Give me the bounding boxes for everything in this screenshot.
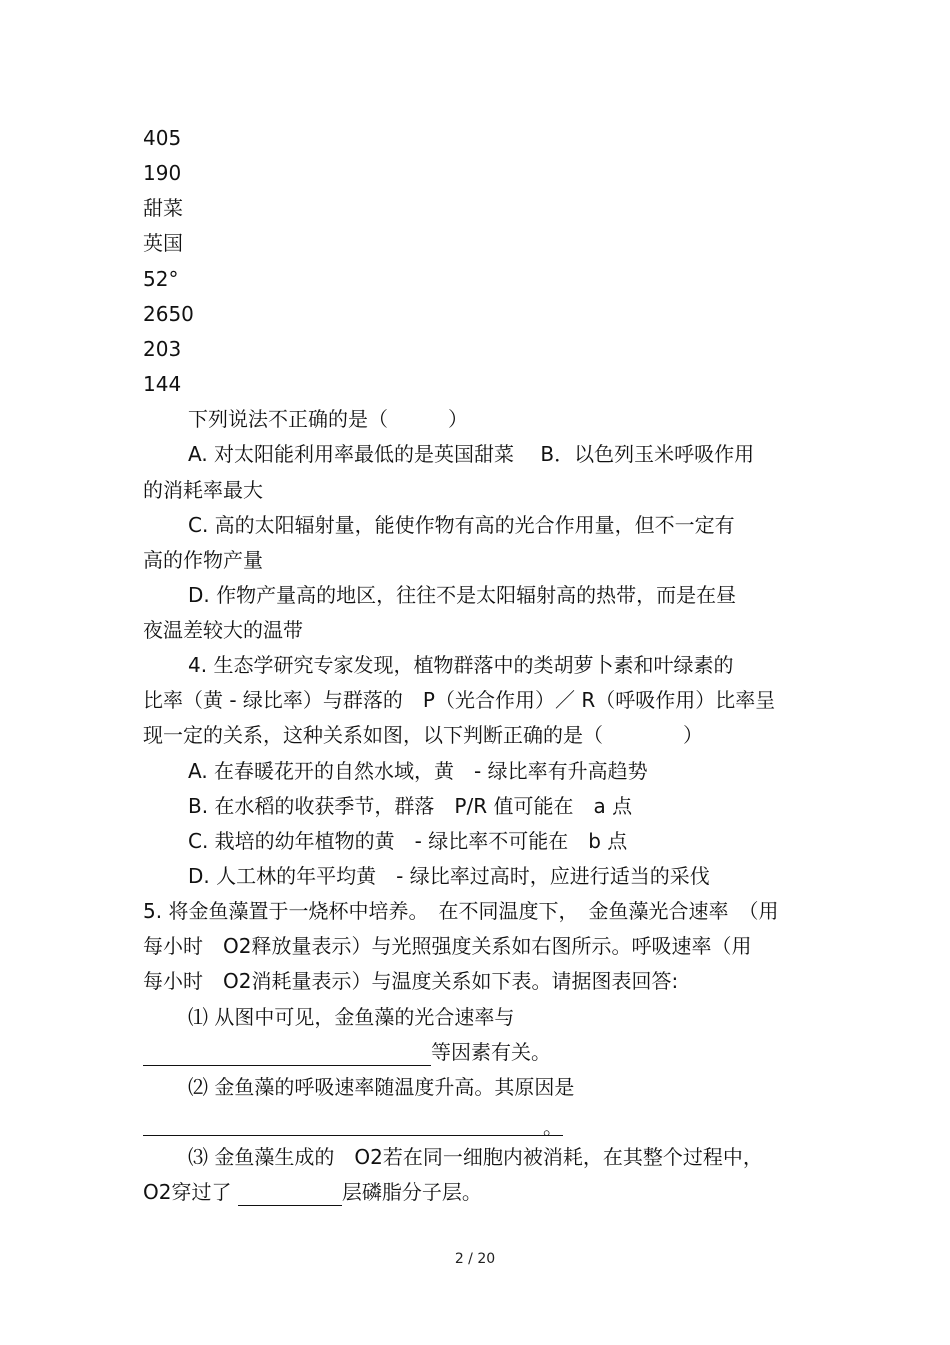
table-value: 2650 (143, 302, 194, 326)
sub-question-1: ⑴ 从图中可见，金鱼藻的光合速率与 (188, 1005, 515, 1029)
sub-question-3-answer-line (143, 1178, 482, 1206)
sub-question-3: ⑶ 金鱼藻生成的 O2若在同一细胞内被消耗，在其整个过程中， (188, 1145, 763, 1169)
table-value: 英国 (143, 231, 183, 255)
sub-question-2: ⑵ 金鱼藻的呼吸速率随温度升高。其原因是 (188, 1075, 575, 1099)
question-stem-continuation: 现一定的关系，这种关系如图，以下判断正确的是（ ） (143, 723, 703, 747)
page-number: 2 / 20 (454, 1251, 496, 1267)
option-continuation: 高的作物产量 (143, 548, 263, 572)
sub-question-3-tail: 层磷脂分子层。 (341, 1180, 482, 1204)
answer-blank[interactable] (143, 1043, 431, 1066)
question-stem-continuation: 每小时 O2消耗量表示）与温度关系如下表。请据图表回答: (143, 969, 679, 993)
option-a: A. 对太阳能利用率最低的是英国甜菜 B．以色列玉米呼吸作用 (188, 442, 755, 466)
table-value: 144 (143, 372, 182, 396)
option-c: C. 高的太阳辐射量，能使作物有高的光合作用量，但不一定有 (188, 513, 735, 537)
option-continuation: 的消耗率最大 (143, 478, 263, 502)
table-value: 190 (143, 161, 182, 185)
table-value: 甜菜 (143, 196, 183, 220)
question-stem-continuation: 每小时 O2释放量表示）与光照强度关系如右图所示。呼吸速率（用 (143, 934, 752, 958)
sub-question-3-head: O2穿过了 (143, 1180, 232, 1204)
option-d: D. 作物产量高的地区，往往不是太阳辐射高的热带，而是在昼 (188, 583, 737, 607)
option-d: D. 人工林的年平均黄 - 绿比率过高时，应进行适当的采伐 (188, 864, 710, 888)
table-value: 203 (143, 337, 182, 361)
question-stem-continuation: 比率（黄 - 绿比率）与群落的 P（光合作用）／ R（呼吸作用）比率呈 (143, 688, 776, 712)
option-c: C. 栽培的幼年植物的黄 - 绿比率不可能在 b 点 (188, 829, 628, 853)
question-stem: 4. 生态学研究专家发现，植物群落中的类胡萝卜素和叶绿素的 (188, 653, 734, 677)
option-b: B. 在水稻的收获季节，群落 P/R 值可能在 a 点 (188, 794, 633, 818)
table-value: 52° (143, 267, 179, 291)
table-value: 405 (143, 126, 182, 150)
option-continuation: 夜温差较大的温带 (143, 618, 303, 642)
sub-question-2-tail: 。 (543, 1115, 563, 1139)
sub-question-1-tail: 等因素有关。 (431, 1040, 551, 1064)
answer-blank[interactable] (238, 1183, 342, 1206)
option-a: A. 在春暖花开的自然水域，黄 - 绿比率有升高趋势 (188, 759, 648, 783)
sub-question-2-answer-line (143, 1108, 563, 1139)
question-stem: 5. 将金鱼藻置于一烧杯中培养。 在不同温度下， 金鱼藻光合速率 （用 (143, 899, 779, 923)
sub-question-1-answer-line (143, 1038, 551, 1066)
answer-blank[interactable] (143, 1113, 543, 1136)
question-stem: 下列说法不正确的是（ ） (188, 407, 468, 431)
